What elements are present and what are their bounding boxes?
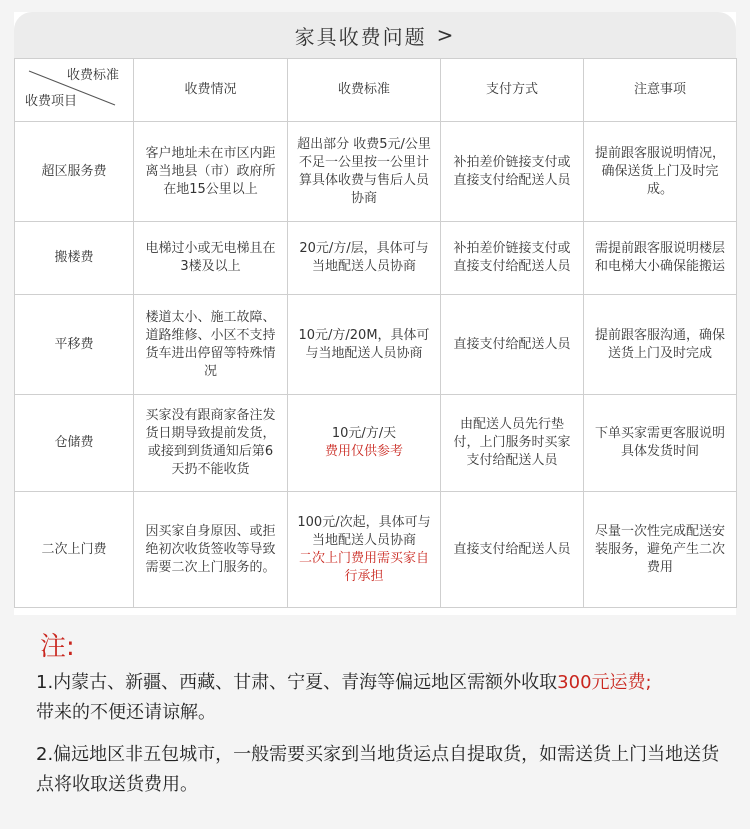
row-standard	[288, 295, 441, 395]
row-standard	[288, 222, 441, 295]
table-row	[15, 122, 737, 222]
header-standard: 收费标准	[288, 59, 441, 122]
corner-label-standard: 收费标准	[66, 68, 119, 83]
row-payment: 补拍差价链接支付或直接支付给配送人员	[441, 122, 584, 222]
table-row	[15, 395, 737, 492]
table-header-row	[15, 59, 737, 122]
chevron-right-icon[interactable]: >	[436, 23, 456, 47]
standard-text: 超出部分 收费5元/公里不足一公里按一公里计算具体收费与售后人员协商	[297, 136, 431, 206]
row-notes: 提前跟客服说明情况，确保送货上门及时完成。	[584, 122, 737, 222]
note-1-text: 1.内蒙古、新疆、西藏、甘肃、宁夏、青海等偏远地区需额外收取	[36, 672, 558, 693]
row-payment: 补拍差价链接支付或直接支付给配送人员	[441, 222, 584, 295]
section-title-text: 家具收费问题	[294, 24, 427, 49]
standard-red-text: 费用仅供参考	[324, 444, 403, 459]
standard-text: 20元/方/层，具体可与当地配送人员协商	[299, 241, 429, 274]
row-notes: 提前跟客服沟通，确保送货上门及时完成	[584, 295, 737, 395]
row-situation: 买家没有跟商家备注发货日期导致提前发货，或接到到货通知后第6天扔不能收货	[134, 395, 288, 492]
row-situation: 电梯过小或无电梯且在3楼及以上	[134, 222, 288, 295]
row-item: 平移费	[15, 295, 134, 395]
table-row	[15, 492, 737, 608]
row-payment: 直接支付给配送人员	[441, 492, 584, 608]
note-1	[36, 668, 736, 728]
row-notes: 需提前跟客服说明楼层和电梯大小确保能搬运	[584, 222, 737, 295]
standard-red-text: 二次上门费用需买家自行承担	[298, 550, 429, 584]
header-payment: 支付方式	[441, 59, 584, 122]
standard-text: 10元/方/天	[331, 426, 397, 441]
header-situation: 收费情况	[134, 59, 288, 122]
header-notes: 注意事项	[584, 59, 737, 122]
notes-heading: 注:	[40, 632, 75, 662]
row-standard	[288, 395, 441, 492]
row-situation: 客户地址未在市区内距离当地县（市）政府所在地15公里以上	[134, 122, 288, 222]
note-1-text-cont: 带来的不便还请谅解。	[36, 702, 216, 723]
section-title	[14, 12, 736, 58]
corner-header-cell	[15, 59, 134, 122]
note-1-highlight: 300元运费;	[557, 672, 652, 693]
row-situation: 楼道太小、施工故障、道路维修、小区不支持货车进出停留等特殊情况	[134, 295, 288, 395]
fee-table	[14, 58, 737, 608]
standard-text: 100元/次起，具体可与当地配送人员协商	[297, 514, 431, 548]
table-row	[15, 222, 737, 295]
row-payment: 直接支付给配送人员	[441, 295, 584, 395]
row-notes: 下单买家需更客服说明具体发货时间	[584, 395, 737, 492]
row-standard	[288, 122, 441, 222]
corner-label-item: 收费项目	[25, 94, 78, 109]
row-standard	[288, 492, 441, 608]
row-item: 搬楼费	[15, 222, 134, 295]
note-2: 2.偏远地区非五包城市，一般需要买家到当地货运点自提取货，如需送货上门当地送货点将收取送货费用。	[36, 744, 720, 795]
row-situation: 因买家自身原因、或拒绝初次收货签收等导致需要二次上门服务的。	[134, 492, 288, 608]
row-notes: 尽量一次性完成配送安装服务，避免产生二次费用	[584, 492, 737, 608]
standard-text: 10元/方/20M，具体可与当地配送人员协商	[298, 327, 430, 361]
row-item: 超区服务费	[15, 122, 134, 222]
row-item: 二次上门费	[15, 492, 134, 608]
row-item: 仓储费	[15, 395, 134, 492]
table-row	[15, 295, 737, 395]
row-payment: 由配送人员先行垫付，上门服务时买家支付给配送人员	[441, 395, 584, 492]
